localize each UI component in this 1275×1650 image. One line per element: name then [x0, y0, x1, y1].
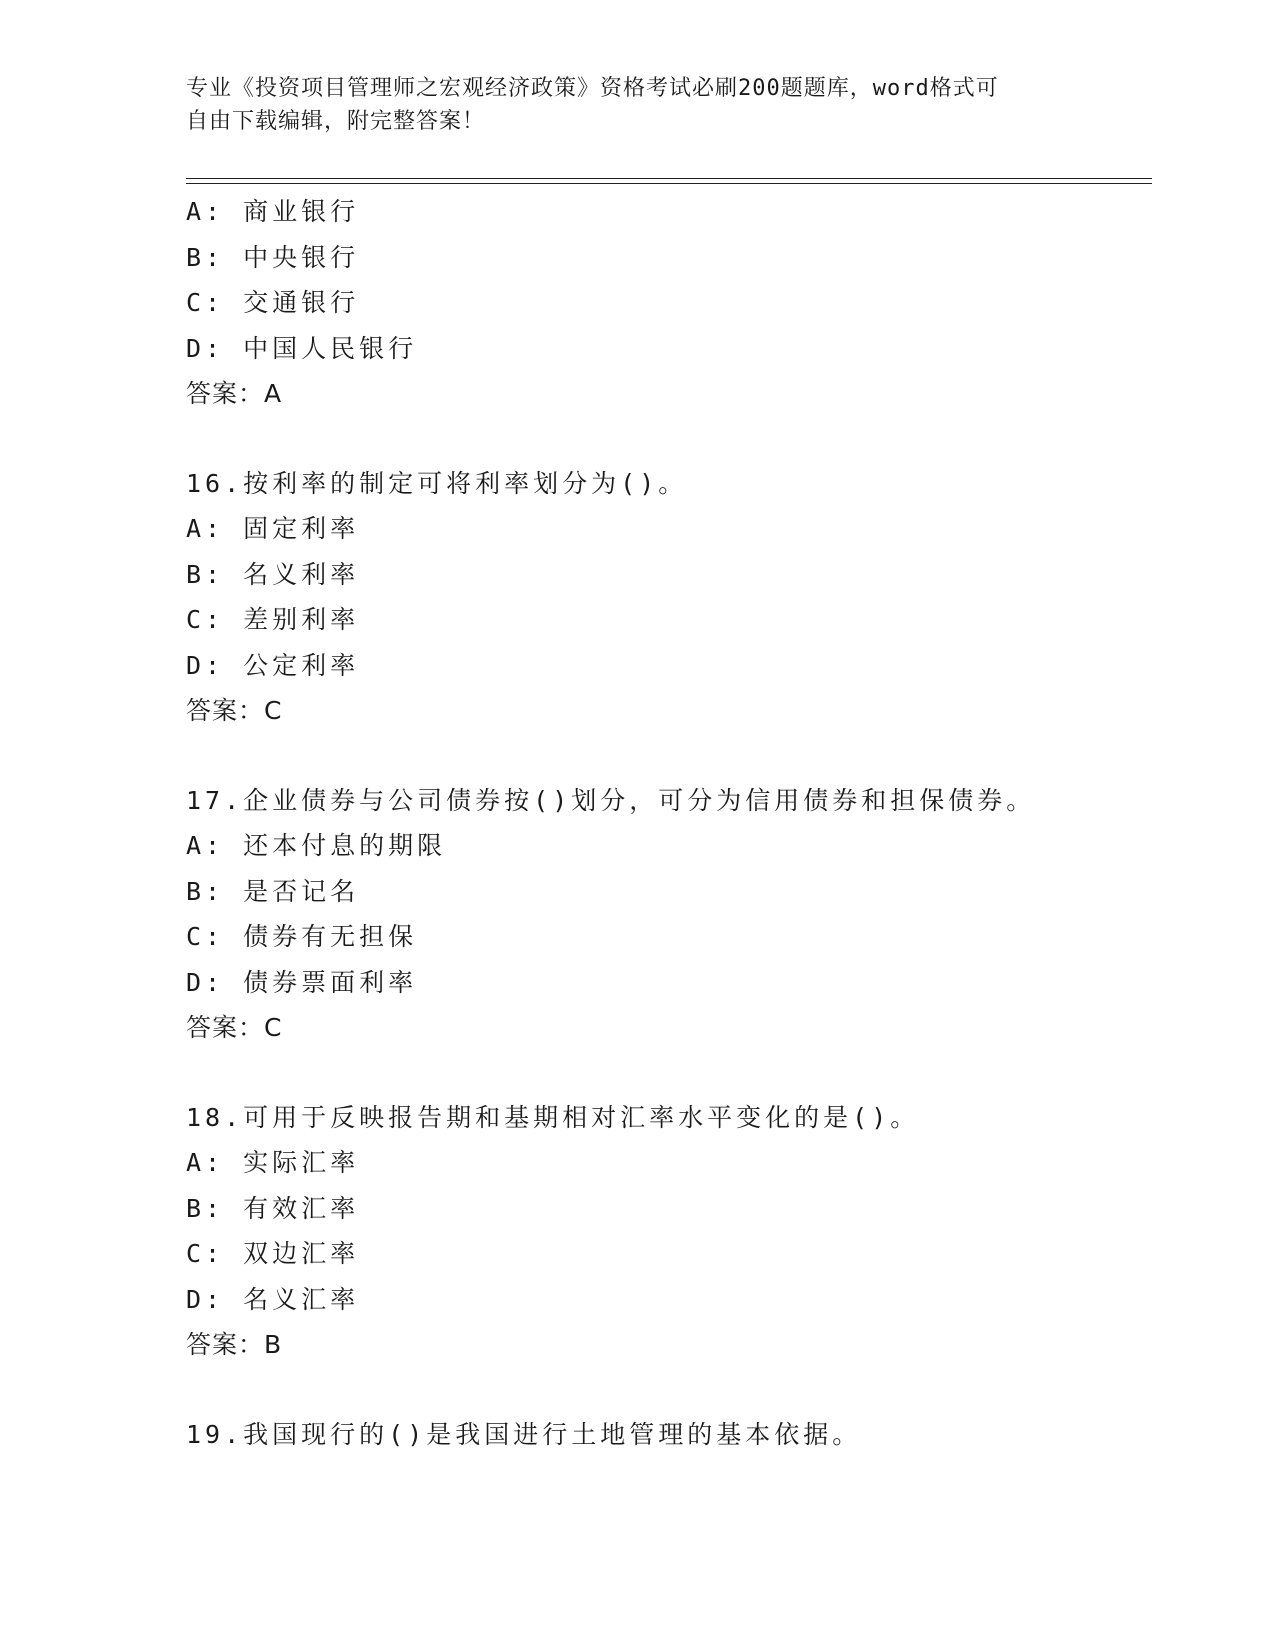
option-a: A: 还本付息的期限 — [186, 831, 447, 860]
answer-line: 答案：B — [186, 1330, 283, 1359]
option-d: D: 中国人民银行 — [186, 333, 418, 363]
question-block — [186, 189, 1152, 417]
option-b: B: 中央银行 — [186, 242, 360, 272]
option-b: B: 名义利率 — [186, 559, 360, 589]
option-b: B: 是否记名 — [186, 876, 360, 906]
option-c: C: 双边汇率 — [186, 1239, 360, 1268]
header-line-1: 专业《投资项目管理师之宏观经济政策》资格考试必刷200题题库，word格式可 — [186, 76, 999, 101]
option-d: D: 债券票面利率 — [186, 967, 418, 997]
question-block — [186, 1095, 1152, 1368]
option-c: C: 交通银行 — [186, 288, 360, 317]
question-text: 17.企业债券与公司债券按()划分，可分为信用债券和担保债券。 — [186, 785, 1036, 815]
header-divider-top — [186, 178, 1152, 179]
option-a: A: 商业银行 — [186, 197, 360, 226]
option-d: D: 公定利率 — [186, 650, 360, 680]
question-text: 18.可用于反映报告期和基期相对汇率水平变化的是()。 — [186, 1102, 920, 1132]
question-text: 19.我国现行的()是我国进行土地管理的基本依据。 — [186, 1419, 862, 1449]
question-block — [186, 778, 1152, 1051]
option-c: C: 债券有无担保 — [186, 922, 418, 951]
option-c: C: 差别利率 — [186, 605, 360, 634]
answer-line: 答案：C — [186, 1013, 283, 1042]
answer-line: 答案：A — [186, 379, 283, 408]
document-header — [186, 72, 1086, 138]
header-divider-bottom — [186, 183, 1152, 184]
question-block — [186, 461, 1152, 734]
question-list — [186, 189, 1152, 1457]
question-block — [186, 1412, 1152, 1458]
answer-line: 答案：C — [186, 696, 283, 725]
header-line-2: 自由下载编辑，附完整答案！ — [186, 109, 486, 134]
option-a: A: 实际汇率 — [186, 1148, 360, 1177]
option-b: B: 有效汇率 — [186, 1193, 360, 1223]
option-a: A: 固定利率 — [186, 514, 360, 543]
question-text: 16.按利率的制定可将利率划分为()。 — [186, 468, 688, 498]
option-d: D: 名义汇率 — [186, 1284, 360, 1314]
